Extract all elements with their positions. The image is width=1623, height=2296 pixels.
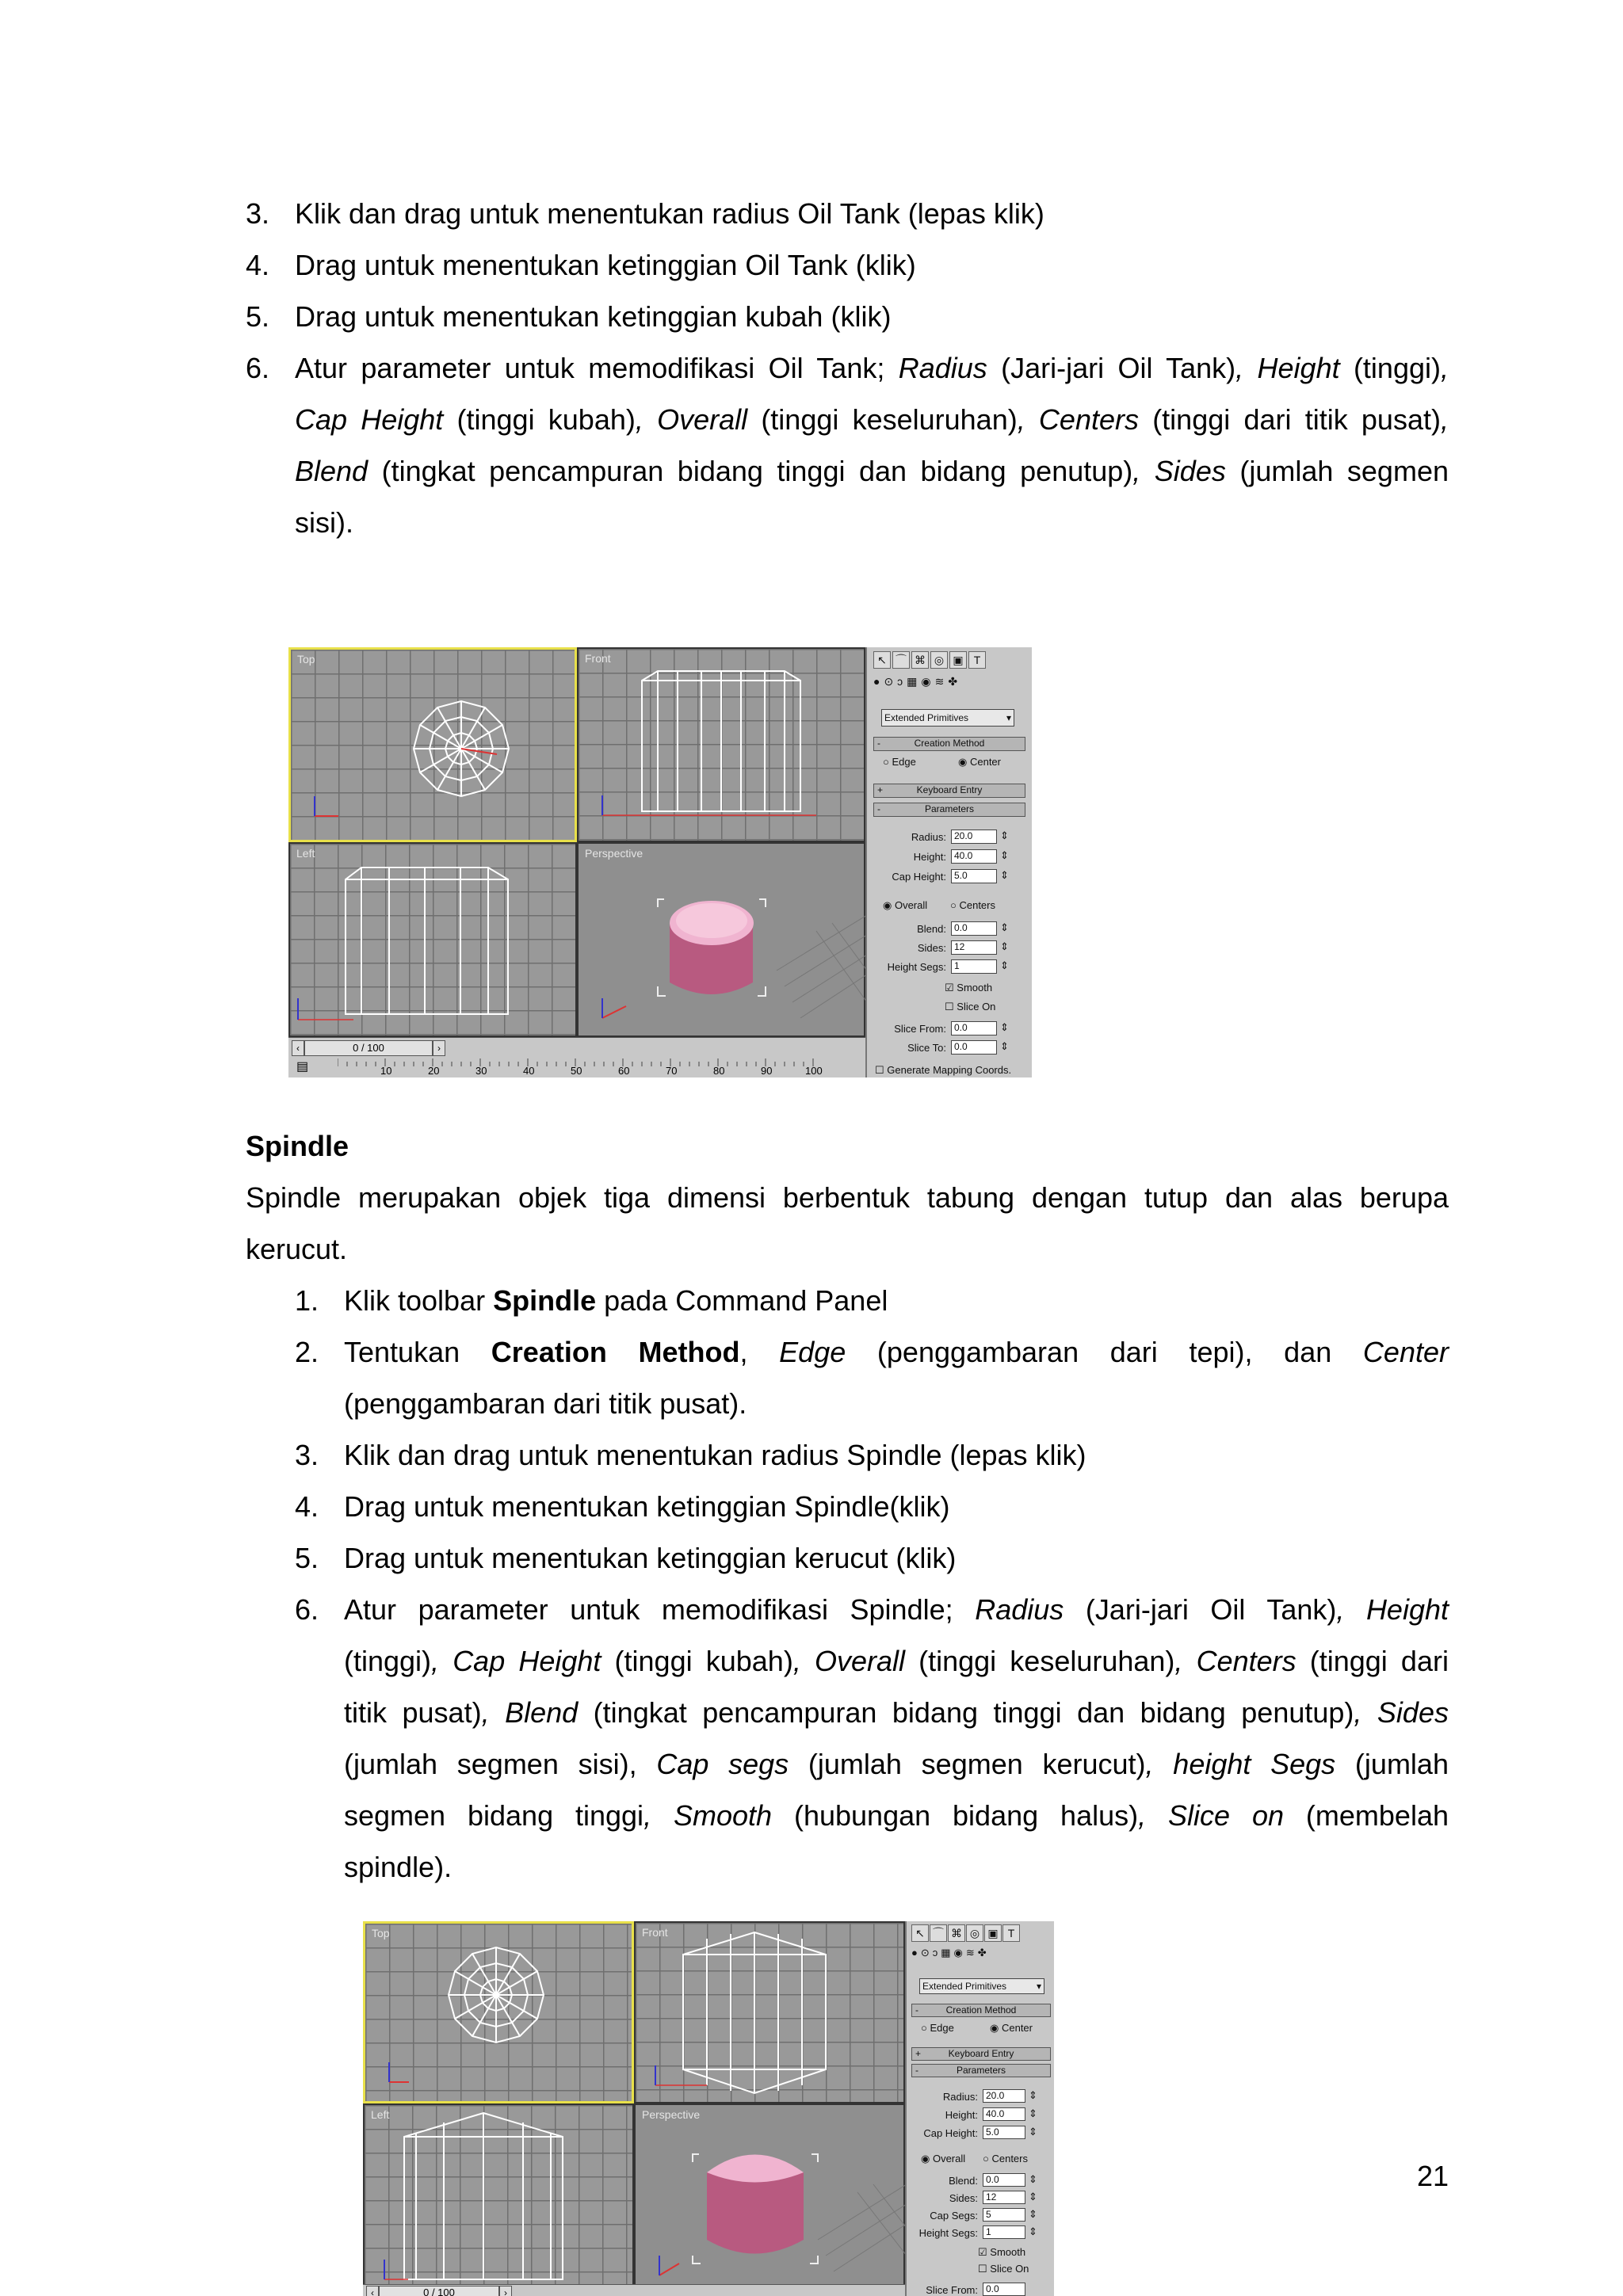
cap-height-field[interactable]: 5.0 — [983, 2126, 1025, 2139]
height-label: Height: — [945, 2109, 978, 2121]
height-segs-label: Height Segs: — [887, 961, 946, 973]
step-text-line: (penggambaran dari titik pusat). — [344, 1387, 747, 1420]
blend-field[interactable]: 0.0 — [951, 921, 997, 936]
step-number: 3. — [246, 197, 270, 230]
generate-mapping-checkbox[interactable]: ☐ Generate Mapping Coords. — [875, 1064, 1012, 1076]
motion-icon[interactable]: ◎ — [966, 1924, 983, 1942]
step-text-line: (jumlah segmen sisi), Cap segs (jumlah segmen kerucut), height Segs (jumlah — [344, 1748, 1449, 1780]
tick-label: 90 — [761, 1065, 773, 1077]
cap-segs-label: Cap Segs: — [930, 2210, 978, 2222]
center-radio[interactable]: ◉ Center — [958, 756, 1001, 768]
chevron-right-icon[interactable]: › — [433, 1040, 445, 1056]
cap-height-label: Cap Height: — [923, 2127, 978, 2139]
wireframe-front — [636, 1923, 907, 2105]
viewport-left[interactable] — [288, 842, 577, 1037]
sides-label: Sides: — [949, 2192, 978, 2204]
radius-field[interactable]: 20.0 — [951, 830, 997, 844]
slice-to-label: Slice To: — [907, 1042, 946, 1054]
spinner-icon[interactable]: ⇕ — [1029, 2191, 1037, 2203]
edge-radio[interactable]: ○ Edge — [921, 2022, 954, 2034]
radius-label: Radius: — [942, 2091, 978, 2103]
step-number: 2. — [295, 1336, 319, 1368]
wireframe-front — [579, 649, 867, 844]
overall-radio[interactable]: ◉ Overall — [883, 899, 928, 911]
slice-from-label: Slice From: — [894, 1023, 946, 1035]
step-text: Drag untuk menentukan ketinggian Oil Tank (klik) — [295, 249, 916, 281]
slice-on-checkbox[interactable]: ☐ Slice On — [945, 1001, 996, 1013]
tick-label: 80 — [713, 1065, 725, 1077]
wireframe-left — [290, 844, 579, 1039]
tick-label: 10 — [380, 1065, 392, 1077]
step-text-line: spindle). — [344, 1851, 453, 1883]
step-text-line: Cap Height (tinggi kubah), Overall (tinggi keseluruhan), Centers (tinggi dari titik pusat), — [295, 403, 1449, 436]
time-slider-thumb[interactable]: 0 / 100 — [379, 2286, 499, 2296]
spinner-icon[interactable]: ⇕ — [1029, 2208, 1037, 2220]
height-field[interactable]: 40.0 — [951, 849, 997, 864]
viewport-label: Front — [585, 652, 611, 665]
step-text: Drag untuk menentukan ketinggian kerucut (klik) — [344, 1542, 957, 1574]
step-number: 6. — [295, 1593, 319, 1626]
radius-field[interactable]: 20.0 — [983, 2089, 1025, 2103]
pink-oiltank-render — [579, 844, 867, 1039]
viewport-front[interactable] — [577, 647, 865, 842]
spinner-icon[interactable]: ⇕ — [1029, 2107, 1037, 2119]
tick-label: 60 — [618, 1065, 630, 1077]
step-text: Drag untuk menentukan ketinggian kubah (klik) — [295, 300, 892, 333]
step-text-line: segmen bidang tinggi, Smooth (hubungan bidang halus), Slice on (membelah — [344, 1799, 1449, 1832]
wireframe-left — [365, 2105, 636, 2296]
hammer-icon[interactable]: T — [1002, 1924, 1020, 1942]
viewport-perspective[interactable] — [577, 842, 865, 1037]
step-text: Klik toolbar Spindle pada Command Panel — [344, 1284, 888, 1317]
time-slider[interactable] — [288, 1037, 865, 1077]
overall-radio[interactable]: ◉ Overall — [921, 2153, 966, 2164]
step-text-line: titik pusat), Blend (tingkat pencampuran bidang tinggi dan bidang penutup), Sides — [344, 1696, 1449, 1729]
viewport-label: Left — [371, 2108, 390, 2121]
sides-field[interactable]: 12 — [951, 940, 997, 955]
viewport-label: Perspective — [585, 847, 643, 860]
spinner-icon[interactable]: ⇕ — [1029, 2225, 1037, 2237]
step-text: Drag untuk menentukan ketinggian Spindle(klik) — [344, 1490, 950, 1523]
category-dropdown[interactable]: Extended Primitives ▾ — [919, 1978, 1044, 1994]
viewport-label: Left — [296, 847, 315, 860]
tick-label: 20 — [428, 1065, 440, 1077]
viewport-label: Top — [372, 1927, 390, 1939]
keyboard-entry-rollout[interactable]: + Keyboard Entry — [911, 2047, 1051, 2061]
step-text: Klik dan drag untuk menentukan radius Spindle (lepas klik) — [344, 1439, 1086, 1471]
time-slider[interactable] — [363, 2284, 905, 2296]
hierarchy-icon[interactable]: ⌘ — [911, 651, 929, 669]
spinner-icon[interactable]: ⇕ — [1000, 830, 1009, 841]
slice-from-field[interactable]: 0.0 — [983, 2283, 1025, 2296]
spinner-icon[interactable]: ⇕ — [1000, 921, 1009, 933]
step-number: 6. — [246, 352, 270, 384]
tick-label: 70 — [666, 1065, 678, 1077]
cap-height-label: Cap Height: — [892, 871, 946, 883]
spinner-icon[interactable]: ⇕ — [1000, 869, 1009, 881]
command-panel — [865, 647, 1032, 1077]
pink-spindle-render — [636, 2105, 907, 2296]
tick-label: 40 — [523, 1065, 535, 1077]
viewport-left[interactable] — [363, 2103, 634, 2296]
radius-label: Radius: — [911, 831, 946, 843]
motion-icon[interactable]: ◎ — [930, 651, 948, 669]
wireframe-top — [365, 1924, 636, 2106]
height-label: Height: — [913, 851, 946, 863]
step-number: 4. — [295, 1490, 319, 1523]
oiltank-screenshot — [288, 647, 1032, 1077]
track-bar-icon[interactable]: ▤ — [296, 1060, 309, 1074]
time-slider-thumb[interactable]: 0 / 100 — [304, 1040, 433, 1056]
spinner-icon[interactable]: ⇕ — [1000, 959, 1009, 971]
step-number: 4. — [246, 249, 270, 281]
spinner-icon[interactable]: ⇕ — [1029, 2089, 1037, 2101]
cursor-icon[interactable]: ↖ — [911, 1924, 929, 1942]
step-text-line: sisi). — [295, 506, 353, 539]
height-field[interactable]: 40.0 — [983, 2107, 1025, 2121]
section-heading: Spindle — [246, 1130, 349, 1162]
paragraph-line: Spindle merupakan objek tiga dimensi berbentuk tabung dengan tutup dan alas berupa — [246, 1181, 1449, 1214]
sides-label: Sides: — [917, 942, 946, 954]
command-panel — [905, 1921, 1054, 2296]
create-subtype-icons[interactable]: ●⊙ↄ▦◉≋✤ — [873, 675, 962, 688]
step-number: 5. — [246, 300, 270, 333]
chevron-down-icon: ▾ — [1006, 712, 1011, 723]
hierarchy-icon[interactable]: ⌘ — [948, 1924, 965, 1942]
blend-label: Blend: — [949, 2175, 978, 2187]
viewport-label: Front — [642, 1926, 668, 1939]
height-segs-label: Height Segs: — [918, 2227, 978, 2239]
paragraph-line: kerucut. — [246, 1233, 348, 1265]
smooth-checkbox[interactable]: ☑ Smooth — [978, 2246, 1026, 2258]
step-text: Klik dan drag untuk menentukan radius Oil Tank (lepas klik) — [295, 197, 1044, 230]
step-number: 1. — [295, 1284, 319, 1317]
chevron-right-icon[interactable]: › — [499, 2286, 512, 2296]
edge-radio[interactable]: ○ Edge — [883, 756, 916, 768]
tick-label: 30 — [475, 1065, 487, 1077]
center-radio[interactable]: ◉ Center — [990, 2022, 1033, 2034]
cursor-icon[interactable]: ↖ — [873, 651, 891, 669]
creation-method-rollout[interactable]: - Creation Method — [911, 2004, 1051, 2017]
display-icon[interactable]: ▣ — [949, 651, 967, 669]
curve-icon[interactable]: ⌒ — [930, 1924, 947, 1942]
cap-height-field[interactable]: 5.0 — [951, 869, 997, 883]
viewport-top[interactable] — [363, 1921, 634, 2103]
page-number: 21 — [1417, 2160, 1449, 2192]
step-text-line: Atur parameter untuk memodifikasi Oil Tank; Radius (Jari-jari Oil Tank), Height (tinggi), — [295, 352, 1449, 384]
slice-to-field[interactable]: 0.0 — [951, 1040, 997, 1055]
spinner-icon[interactable]: ⇕ — [1000, 1040, 1009, 1052]
cap-segs-field[interactable]: 5 — [983, 2208, 1025, 2222]
viewport-label: Perspective — [642, 2108, 701, 2121]
blend-label: Blend: — [917, 923, 946, 935]
curve-icon[interactable]: ⌒ — [892, 651, 910, 669]
creation-method-rollout[interactable]: - Creation Method — [873, 737, 1025, 751]
step-text-line: Blend (tingkat pencampuran bidang tinggi dan bidang penutup), Sides (jumlah segmen — [295, 455, 1449, 487]
slice-from-label: Slice From: — [926, 2284, 978, 2296]
spinner-icon[interactable]: ⇕ — [1000, 940, 1009, 952]
spindle-screenshot — [363, 1921, 1054, 2296]
viewport-front[interactable] — [634, 1921, 905, 2103]
centers-radio[interactable]: ○ Centers — [983, 2153, 1028, 2164]
chevron-down-icon: ▾ — [1036, 1981, 1041, 1992]
height-segs-field[interactable]: 1 — [983, 2225, 1025, 2239]
tick-label: 50 — [571, 1065, 582, 1077]
keyboard-entry-rollout[interactable]: + Keyboard Entry — [873, 784, 1025, 798]
step-number: 3. — [295, 1439, 319, 1471]
create-subtype-icons[interactable]: ●⊙ↄ▦◉≋✤ — [911, 1947, 990, 1958]
spinner-icon[interactable]: ⇕ — [1000, 1021, 1009, 1033]
step-text-line: (tinggi), Cap Height (tinggi kubah), Overall (tinggi keseluruhan), Centers (tinggi dari — [344, 1645, 1449, 1677]
parameters-rollout[interactable]: - Parameters — [911, 2064, 1051, 2077]
tick-label: 100 — [805, 1065, 823, 1077]
viewport-top[interactable] — [288, 647, 577, 842]
sides-field[interactable]: 12 — [983, 2191, 1025, 2204]
smooth-checkbox[interactable]: ☑ Smooth — [945, 982, 993, 994]
blend-field[interactable]: 0.0 — [983, 2173, 1025, 2187]
wireframe-top — [291, 650, 579, 845]
step-text-line: Atur parameter untuk memodifikasi Spindle; Radius (Jari-jari Oil Tank), Height — [344, 1593, 1449, 1626]
chevron-left-icon[interactable]: ‹ — [366, 2286, 379, 2296]
centers-radio[interactable]: ○ Centers — [950, 899, 995, 911]
spinner-icon[interactable]: ⇕ — [1000, 849, 1009, 861]
step-number: 5. — [295, 1542, 319, 1574]
category-dropdown[interactable]: Extended Primitives ▾ — [881, 709, 1014, 727]
chevron-left-icon[interactable]: ‹ — [292, 1040, 304, 1056]
display-icon[interactable]: ▣ — [984, 1924, 1002, 1942]
viewport-label: Top — [297, 653, 315, 666]
hammer-icon[interactable]: T — [968, 651, 986, 669]
slice-on-checkbox[interactable]: ☐ Slice On — [978, 2263, 1029, 2275]
parameters-rollout[interactable]: - Parameters — [873, 803, 1025, 817]
height-segs-field[interactable]: 1 — [951, 959, 997, 974]
slice-from-field[interactable]: 0.0 — [951, 1021, 997, 1035]
viewport-perspective[interactable] — [634, 2103, 905, 2296]
step-text-line: Tentukan Creation Method, Edge (penggambaran dari tepi), dan Center — [344, 1336, 1449, 1368]
spinner-icon[interactable]: ⇕ — [1029, 2126, 1037, 2138]
spinner-icon[interactable]: ⇕ — [1029, 2173, 1037, 2185]
